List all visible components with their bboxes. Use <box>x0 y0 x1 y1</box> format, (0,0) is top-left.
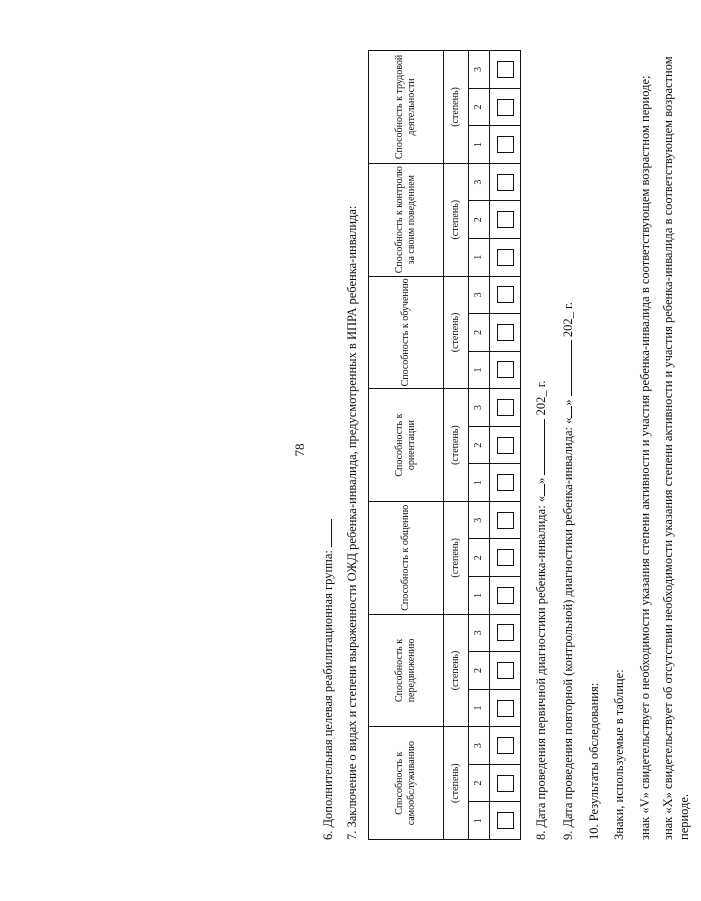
checkbox-row <box>490 51 521 840</box>
item-8-text: 8. Дата проведения первичной диагностики ребенка-инвалида: « <box>534 495 549 840</box>
degree-checkbox[interactable] <box>497 99 514 116</box>
column-title: Способность к контролю за своим поведением <box>369 163 444 276</box>
level-3: 3 <box>469 501 490 539</box>
level-2: 2 <box>469 764 490 802</box>
level-2: 2 <box>469 201 490 239</box>
degree-checkbox[interactable] <box>497 61 514 78</box>
column-title: Способность к самообслуживанию <box>369 727 444 840</box>
level-2: 2 <box>469 314 490 352</box>
degree-checkbox[interactable] <box>497 775 514 792</box>
degree-checkbox[interactable] <box>497 324 514 341</box>
item-9-month-blank[interactable] <box>560 340 572 396</box>
degree-label: (степень) <box>444 276 469 389</box>
level-3: 3 <box>469 727 490 765</box>
level-2: 2 <box>469 539 490 577</box>
column-title: Способность к трудовой деятельности <box>369 51 444 164</box>
degree-checkbox[interactable] <box>497 211 514 228</box>
sign-v-text: знак «V» свидетельствует о необходимости указания степени активности и участия ребенка-инвалида в соответствующем возрастном периоде; <box>637 75 652 840</box>
degree-checkbox[interactable] <box>497 399 514 416</box>
degree-checkbox[interactable] <box>497 662 514 679</box>
item-9-day-blank[interactable] <box>560 406 572 418</box>
degree-checkbox[interactable] <box>497 286 514 303</box>
degree-checkbox[interactable] <box>497 737 514 754</box>
level-row <box>469 51 490 840</box>
level-3: 3 <box>469 163 490 201</box>
degree-label: (степень) <box>444 163 469 276</box>
degree-checkbox[interactable] <box>497 587 514 604</box>
column-title: Способность к ориентации <box>369 389 444 502</box>
column-title: Способность к передвижению <box>369 614 444 727</box>
level-3: 3 <box>469 51 490 89</box>
level-1: 1 <box>469 351 490 389</box>
item-6-blank[interactable] <box>320 519 332 547</box>
level-3: 3 <box>469 614 490 652</box>
sign-x-text: знак «X» свидетельствует об отсутствии необходимости указания степени активности и участия ребенка-инвалида в соответствующем возрастном периоде. <box>661 56 691 840</box>
item-8-quote: » <box>534 477 549 484</box>
degree-row <box>444 51 469 840</box>
level-3: 3 <box>469 276 490 314</box>
degree-label: (степень) <box>444 51 469 164</box>
degree-checkbox[interactable] <box>497 812 514 829</box>
item-7: 7. Заключение о видах и степени выраженности ОЖД ребенка-инвалида, предусмотренных в ИПРА ребенка-инвалида: <box>344 205 359 840</box>
degree-checkbox[interactable] <box>497 437 514 454</box>
level-3: 3 <box>469 389 490 427</box>
item-8-year: 202_ г. <box>534 380 549 416</box>
level-1: 1 <box>469 802 490 840</box>
item-6 <box>320 50 337 840</box>
level-1: 1 <box>469 464 490 502</box>
degree-checkbox[interactable] <box>497 700 514 717</box>
item-8-month-blank[interactable] <box>533 419 545 475</box>
degree-checkbox[interactable] <box>497 474 514 491</box>
column-title: Способность к обучению <box>369 276 444 389</box>
ozd-table <box>368 50 521 840</box>
degree-checkbox[interactable] <box>497 174 514 191</box>
level-2: 2 <box>469 426 490 464</box>
degree-checkbox[interactable] <box>497 512 514 529</box>
level-1: 1 <box>469 577 490 615</box>
level-1: 1 <box>469 689 490 727</box>
header-row <box>369 51 444 840</box>
item-9 <box>560 50 577 840</box>
degree-checkbox[interactable] <box>497 549 514 566</box>
degree-label: (степень) <box>444 389 469 502</box>
item-9-quote: » <box>560 399 575 406</box>
degree-checkbox[interactable] <box>497 361 514 378</box>
rotated-page <box>20 30 691 870</box>
level-2: 2 <box>469 88 490 126</box>
degree-checkbox[interactable] <box>497 136 514 153</box>
level-1: 1 <box>469 126 490 164</box>
column-title: Способность к общению <box>369 501 444 614</box>
item-9-year: 202_ г. <box>560 302 575 338</box>
degree-checkbox[interactable] <box>497 249 514 266</box>
item-9-text: 9. Дата проведения повторной (контрольной) диагностики ребенка-инвалида: « <box>560 417 575 840</box>
level-2: 2 <box>469 652 490 690</box>
degree-label: (степень) <box>444 727 469 840</box>
item-8-day-blank[interactable] <box>533 484 545 496</box>
degree-checkbox[interactable] <box>497 624 514 641</box>
degree-label: (степень) <box>444 614 469 727</box>
page-number: 78 <box>292 443 307 457</box>
item-6-text: 6. Дополнительная целевая реабилитационная группа: <box>321 550 335 840</box>
level-1: 1 <box>469 239 490 277</box>
document-body <box>320 50 701 840</box>
item-10: 10. Результаты обследования: <box>586 682 601 840</box>
signs-title: Знаки, используемые в таблице: <box>612 669 627 840</box>
item-8 <box>533 50 550 840</box>
degree-label: (степень) <box>444 501 469 614</box>
